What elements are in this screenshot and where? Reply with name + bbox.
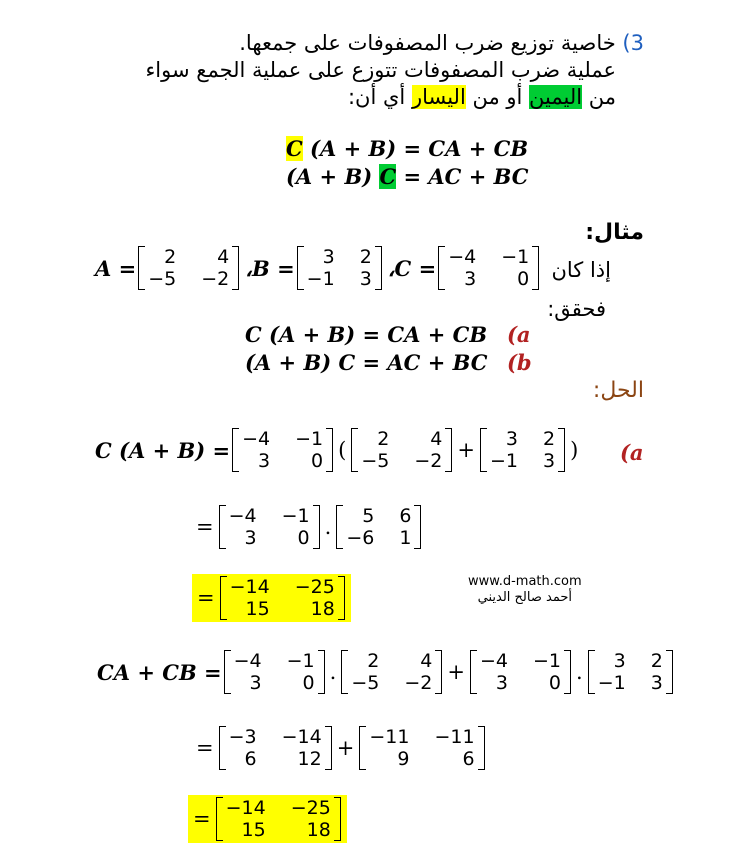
matrix-entry: −14 bbox=[281, 726, 322, 748]
matrix-entry: 6 bbox=[462, 748, 475, 770]
matrix-entry: −5 bbox=[148, 268, 177, 290]
matrix-entry: −1 bbox=[286, 650, 315, 672]
equals-sign: = bbox=[197, 586, 215, 610]
matrix-entry: 3 bbox=[650, 672, 663, 694]
heading-text: خاصية توزيع ضرب المصفوفات على جمعها. bbox=[239, 31, 616, 55]
example-matrices bbox=[95, 246, 541, 290]
matrix-entry: 5 bbox=[362, 505, 375, 527]
highlight-c-right: C bbox=[379, 164, 397, 189]
equals-sign: = bbox=[196, 515, 214, 539]
solution-result-1 bbox=[192, 574, 351, 622]
matrix-entry: −1 bbox=[295, 428, 324, 450]
matrix-entry: 2 bbox=[377, 428, 390, 450]
matrix-entry: 0 bbox=[548, 672, 561, 694]
matrix-grid bbox=[366, 726, 477, 770]
verify-text: فحقق: bbox=[547, 297, 606, 321]
result-matrix bbox=[220, 576, 345, 620]
matrix-a bbox=[138, 246, 239, 290]
matrix-entry: 4 bbox=[430, 428, 443, 450]
matrix-entry: −5 bbox=[361, 450, 390, 472]
plus-sign: + bbox=[447, 660, 465, 684]
watermark-author: أحمد صالح الديني bbox=[477, 590, 573, 605]
dot-operator: . bbox=[576, 660, 583, 684]
lhs-ca-plus-cb: CA + CB = bbox=[97, 659, 222, 685]
highlight-left-word: اليسار bbox=[411, 85, 466, 109]
solution-marker-a: (a bbox=[620, 440, 644, 465]
verify-item-b: (A + B) C = AC + BC bbox=[245, 350, 488, 375]
matrix-grid bbox=[304, 246, 375, 290]
matrix-entry: 2 bbox=[542, 428, 556, 450]
matrix-entry: −14 bbox=[225, 797, 266, 819]
matrix-grid bbox=[223, 797, 334, 841]
matrix-entry: 0 bbox=[517, 268, 530, 290]
heading bbox=[239, 30, 644, 56]
matrix-entry: −25 bbox=[290, 797, 331, 819]
formula-2-text-a: (A + B) bbox=[286, 164, 380, 189]
matrix-entry: 0 bbox=[302, 672, 315, 694]
matrix-entry: −1 bbox=[501, 246, 530, 268]
matrix-entry: −2 bbox=[201, 268, 230, 290]
plus-sign: + bbox=[336, 736, 355, 760]
close-paren: ) bbox=[570, 438, 579, 462]
matrix-entry: 2 bbox=[359, 246, 372, 268]
matrix-entry: −1 bbox=[281, 505, 310, 527]
matrix-entry: −25 bbox=[294, 576, 335, 598]
equals-sign: = bbox=[193, 807, 211, 831]
matrix-b bbox=[297, 246, 382, 290]
matrix-entry: 3 bbox=[244, 527, 257, 549]
matrix-entry: −6 bbox=[346, 527, 375, 549]
matrix-entry: 4 bbox=[420, 650, 433, 672]
matrix-grid bbox=[348, 650, 435, 694]
verify-marker-a: (a bbox=[507, 322, 531, 347]
matrix-entry: 9 bbox=[397, 748, 410, 770]
matrix-entry: 3 bbox=[322, 246, 335, 268]
matrix-entry: −4 bbox=[228, 505, 257, 527]
matrix-entry: 0 bbox=[297, 527, 310, 549]
solution-step-1 bbox=[95, 428, 581, 472]
solution-step-4 bbox=[193, 726, 487, 770]
watermark bbox=[468, 574, 582, 606]
matrix-entry: −1 bbox=[597, 672, 626, 694]
formula-2-text-b: = AC + BC bbox=[396, 164, 529, 189]
matrix-entry: −14 bbox=[229, 576, 270, 598]
matrix-grid bbox=[343, 505, 414, 549]
matrix-entry: 15 bbox=[245, 598, 270, 620]
intro-line-3 bbox=[348, 84, 616, 110]
dot-operator: . bbox=[329, 660, 337, 684]
matrix-grid bbox=[226, 726, 325, 770]
dot-operator: . bbox=[324, 515, 332, 539]
formula-right-distribution bbox=[286, 164, 528, 189]
matrix-a-plus-b bbox=[336, 505, 421, 549]
matrix-entry: −1 bbox=[489, 450, 518, 472]
matrix-cb bbox=[359, 726, 484, 770]
matrix-a bbox=[341, 650, 442, 694]
formula-1-text: (A + B) = CA + CB bbox=[302, 136, 529, 161]
matrix-b bbox=[480, 428, 565, 472]
matrix-entry: 3 bbox=[464, 268, 477, 290]
matrix-entry: 3 bbox=[542, 450, 556, 472]
matrix-entry: 3 bbox=[249, 672, 262, 694]
matrix-entry: −1 bbox=[532, 650, 561, 672]
matrix-entry: −4 bbox=[448, 246, 477, 268]
matrix-entry: 2 bbox=[367, 650, 380, 672]
highlight-c-left: C bbox=[286, 136, 303, 161]
matrix-c bbox=[438, 246, 539, 290]
matrix-entry: 1 bbox=[399, 527, 412, 549]
verify-marker-b: (b bbox=[507, 350, 532, 375]
matrix-c bbox=[470, 650, 571, 694]
matrix-grid bbox=[445, 246, 532, 290]
matrix-c bbox=[224, 650, 325, 694]
matrix-grid bbox=[226, 505, 313, 549]
matrix-entry: 18 bbox=[306, 819, 331, 841]
matrix-entry: 3 bbox=[495, 672, 508, 694]
label-b: ،B = bbox=[245, 255, 295, 281]
matrix-ca bbox=[219, 726, 332, 770]
intro-text-c: أي أن: bbox=[347, 85, 412, 109]
verify-item-a: C (A + B) = CA + CB bbox=[245, 322, 488, 347]
matrix-entry: −11 bbox=[369, 726, 410, 748]
solution-result-2 bbox=[188, 795, 347, 843]
example-title: مثال: bbox=[585, 220, 644, 245]
matrix-entry: 0 bbox=[311, 450, 324, 472]
open-paren: ( bbox=[338, 438, 347, 462]
matrix-grid bbox=[239, 428, 326, 472]
matrix-entry: 3 bbox=[258, 450, 271, 472]
matrix-entry: 2 bbox=[650, 650, 663, 672]
matrix-a bbox=[351, 428, 452, 472]
heading-number: 3) bbox=[622, 31, 644, 55]
matrix-grid bbox=[595, 650, 666, 694]
matrix-entry: 2 bbox=[164, 246, 177, 268]
solution-step-2 bbox=[193, 505, 423, 549]
watermark-url: www.d-math.com bbox=[468, 574, 582, 589]
matrix-entry: 18 bbox=[310, 598, 335, 620]
matrix-entry: 3 bbox=[359, 268, 372, 290]
matrix-grid bbox=[231, 650, 318, 694]
matrix-entry: −4 bbox=[479, 650, 508, 672]
matrix-entry: −3 bbox=[228, 726, 257, 748]
matrix-entry: 3 bbox=[613, 650, 626, 672]
matrix-entry: 4 bbox=[217, 246, 230, 268]
matrix-c bbox=[219, 505, 320, 549]
matrix-grid bbox=[358, 428, 445, 472]
matrix-b bbox=[588, 650, 673, 694]
matrix-grid bbox=[477, 650, 564, 694]
matrix-entry: −4 bbox=[242, 428, 271, 450]
matrix-c bbox=[232, 428, 333, 472]
highlight-right-word: اليمين bbox=[529, 85, 583, 109]
intro-text-b: أو من bbox=[465, 85, 530, 109]
matrix-entry: 6 bbox=[244, 748, 257, 770]
matrix-entry: −2 bbox=[414, 450, 443, 472]
label-a: A = bbox=[95, 255, 137, 281]
lhs-c-a-plus-b: C (A + B) = bbox=[95, 437, 231, 463]
result-matrix bbox=[216, 797, 341, 841]
intro-text-a: من bbox=[582, 85, 616, 109]
intro-line-2: عملية ضرب المصفوفات تتوزع على عملية الجمع سواء bbox=[145, 58, 616, 82]
equals-sign: = bbox=[196, 736, 214, 760]
matrix-entry: −5 bbox=[351, 672, 380, 694]
label-c: ،C = bbox=[387, 255, 437, 281]
solution-step-3 bbox=[97, 650, 675, 694]
if-text: إذا كان bbox=[551, 258, 611, 282]
solution-title: الحل: bbox=[592, 378, 644, 403]
matrix-entry: 15 bbox=[241, 819, 266, 841]
matrix-entry: −11 bbox=[434, 726, 475, 748]
matrix-entry: −4 bbox=[233, 650, 262, 672]
matrix-grid bbox=[227, 576, 338, 620]
matrix-entry: 12 bbox=[297, 748, 322, 770]
matrix-entry: 3 bbox=[505, 428, 518, 450]
plus-sign: + bbox=[457, 438, 475, 462]
matrix-entry: 6 bbox=[399, 505, 412, 527]
matrix-grid bbox=[487, 428, 558, 472]
matrix-grid bbox=[145, 246, 232, 290]
formula-left-distribution bbox=[286, 136, 528, 161]
matrix-entry: −2 bbox=[404, 672, 433, 694]
matrix-entry: −1 bbox=[306, 268, 335, 290]
